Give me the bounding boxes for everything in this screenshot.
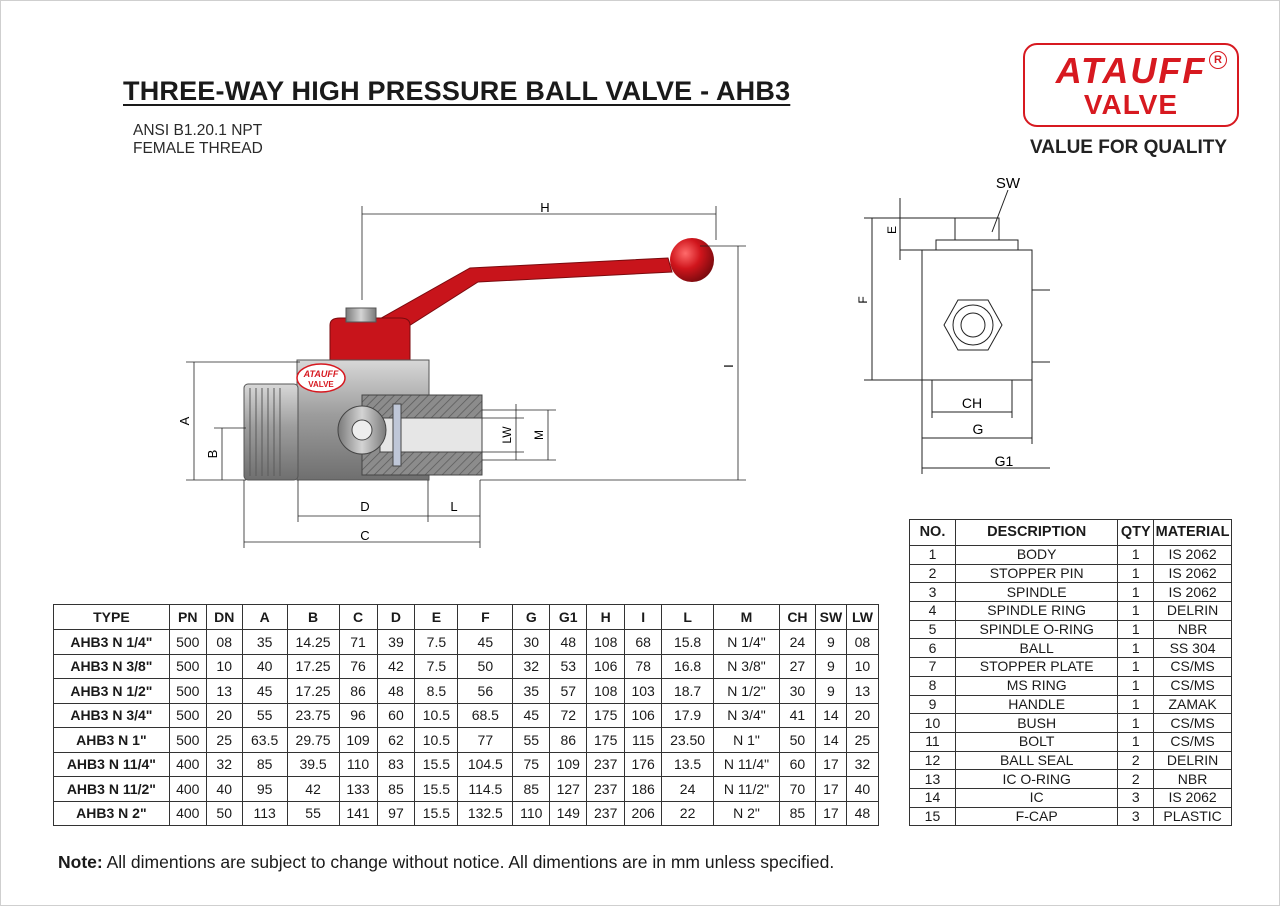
parts-cell: 7 <box>910 658 956 677</box>
spec-cell: 237 <box>587 801 625 826</box>
table-row <box>910 564 1232 583</box>
spec-cell: N 1" <box>714 728 780 753</box>
spec-cell: 50 <box>779 728 815 753</box>
spec-cell: 78 <box>625 654 662 679</box>
spec-cell: 104.5 <box>458 752 513 777</box>
spec-cell: 42 <box>377 654 415 679</box>
spec-cell: 57 <box>550 679 587 704</box>
table-row <box>910 807 1232 826</box>
spec-cell: 127 <box>550 777 587 802</box>
spec-cell: 62 <box>377 728 415 753</box>
parts-cell: 1 <box>1118 583 1154 602</box>
spec-cell: 500 <box>169 703 206 728</box>
parts-cell: ZAMAK <box>1154 695 1232 714</box>
spec-cell: 08 <box>206 630 242 655</box>
spec-cell: 53 <box>550 654 587 679</box>
spec-cell: 35 <box>242 630 287 655</box>
spec-cell: 7.5 <box>415 654 458 679</box>
spec-cell: 27 <box>779 654 815 679</box>
ball-seal <box>393 404 401 466</box>
spec-header-8: F <box>458 605 513 630</box>
parts-cell: HANDLE <box>955 695 1118 714</box>
spec-header-12: I <box>625 605 662 630</box>
spec-body <box>54 630 879 826</box>
table-row <box>54 728 879 753</box>
spec-cell: 32 <box>846 752 878 777</box>
parts-cell: NBR <box>1154 620 1232 639</box>
spec-cell: 22 <box>662 801 714 826</box>
spec-cell: 29.75 <box>287 728 339 753</box>
spec-cell: 10.5 <box>415 703 458 728</box>
dim-D: D <box>360 499 370 514</box>
spec-header-5: C <box>339 605 377 630</box>
spec-cell: 40 <box>242 654 287 679</box>
parts-cell: BALL <box>955 639 1118 658</box>
spec-cell: 15.5 <box>415 801 458 826</box>
spec-cell: 9 <box>815 630 846 655</box>
spec-header-14: M <box>714 605 780 630</box>
spec-cell: N 3/8" <box>714 654 780 679</box>
note-label: Note: <box>58 852 103 872</box>
table-row <box>910 751 1232 770</box>
dim-G: G <box>972 421 984 437</box>
spec-cell: 50 <box>458 654 513 679</box>
dim-CH: CH <box>961 395 983 411</box>
parts-cell: 2 <box>1118 751 1154 770</box>
parts-cell: 2 <box>1118 770 1154 789</box>
spec-cell: 68.5 <box>458 703 513 728</box>
spec-header-10: G1 <box>550 605 587 630</box>
spec-cell: 500 <box>169 679 206 704</box>
spec-header-4: B <box>287 605 339 630</box>
parts-cell: STOPPER PIN <box>955 564 1118 583</box>
spec-header-7: E <box>415 605 458 630</box>
spec-cell: 72 <box>550 703 587 728</box>
spec-cell: AHB3 N 1/4" <box>54 630 170 655</box>
spec-cell: 17.9 <box>662 703 714 728</box>
logo-line2: VALVE <box>1083 89 1179 120</box>
parts-header-0: NO. <box>910 520 956 546</box>
parts-cell: IC O-RING <box>955 770 1118 789</box>
spec-cell: 23.75 <box>287 703 339 728</box>
spec-cell: 56 <box>458 679 513 704</box>
spec-cell: 55 <box>242 703 287 728</box>
spec-cell: 133 <box>339 777 377 802</box>
spec-cell: 500 <box>169 728 206 753</box>
parts-cell: 1 <box>1118 602 1154 621</box>
table-row <box>910 695 1232 714</box>
parts-header-2: QTY <box>1118 520 1154 546</box>
spec-cell: 85 <box>513 777 550 802</box>
spec-cell: 50 <box>206 801 242 826</box>
parts-cell: 1 <box>1118 620 1154 639</box>
dim-E: E <box>885 225 899 235</box>
table-row <box>54 777 879 802</box>
spec-cell: 24 <box>662 777 714 802</box>
table-row <box>54 752 879 777</box>
spec-cell: 60 <box>377 703 415 728</box>
table-row <box>910 788 1232 807</box>
parts-header-row <box>910 520 1232 546</box>
parts-cell: BUSH <box>955 714 1118 733</box>
dim-B: B <box>205 449 220 459</box>
spec-cell: N 11/4" <box>714 752 780 777</box>
parts-cell: IS 2062 <box>1154 788 1232 807</box>
spec-cell: 115 <box>625 728 662 753</box>
dim-A: A <box>177 416 192 426</box>
spec-cell: 48 <box>846 801 878 826</box>
valve-side-drawing <box>850 170 1050 475</box>
spec-cell: 45 <box>513 703 550 728</box>
spec-cell: 103 <box>625 679 662 704</box>
spec-cell: 17.25 <box>287 654 339 679</box>
spec-cell: 175 <box>587 728 625 753</box>
spec-table <box>53 604 879 826</box>
spec-cell: 25 <box>846 728 878 753</box>
parts-cell: MS RING <box>955 676 1118 695</box>
spec-cell: 15.8 <box>662 630 714 655</box>
parts-cell: 13 <box>910 770 956 789</box>
spec-cell: 83 <box>377 752 415 777</box>
spec-cell: 149 <box>550 801 587 826</box>
spec-header-2: DN <box>206 605 242 630</box>
parts-cell: 4 <box>910 602 956 621</box>
spec-cell: 206 <box>625 801 662 826</box>
spec-cell: 45 <box>242 679 287 704</box>
spec-cell: 17 <box>815 752 846 777</box>
spindle-bolt <box>346 308 376 322</box>
parts-cell: 8 <box>910 676 956 695</box>
spec-cell: 109 <box>550 752 587 777</box>
table-row <box>54 654 879 679</box>
spec-cell: AHB3 N 1/2" <box>54 679 170 704</box>
parts-cell: CS/MS <box>1154 714 1232 733</box>
body-logo-text2: VALVE <box>308 380 334 389</box>
table-row <box>910 546 1232 565</box>
spec-cell: 10 <box>846 654 878 679</box>
spec-cell: 110 <box>513 801 550 826</box>
parts-cell: CS/MS <box>1154 676 1232 695</box>
table-row <box>910 602 1232 621</box>
table-row <box>910 639 1232 658</box>
parts-cell: 1 <box>1118 546 1154 565</box>
spec-cell: AHB3 N 3/4" <box>54 703 170 728</box>
spec-cell: AHB3 N 11/2" <box>54 777 170 802</box>
parts-cell: 3 <box>1118 807 1154 826</box>
spec-cell: 14.25 <box>287 630 339 655</box>
parts-cell: 1 <box>1118 658 1154 677</box>
parts-cell: IS 2062 <box>1154 564 1232 583</box>
subtitle-thread: FEMALE THREAD <box>133 140 263 157</box>
dim-C: C <box>360 528 370 543</box>
table-row <box>54 703 879 728</box>
spec-cell: 42 <box>287 777 339 802</box>
spec-cell: 17 <box>815 777 846 802</box>
spec-cell: AHB3 N 1" <box>54 728 170 753</box>
parts-cell: 1 <box>1118 676 1154 695</box>
table-row <box>54 630 879 655</box>
parts-cell: 1 <box>1118 695 1154 714</box>
spec-cell: 25 <box>206 728 242 753</box>
spec-cell: AHB3 N 2" <box>54 801 170 826</box>
brand-tagline: VALUE FOR QUALITY <box>1030 137 1228 158</box>
spec-cell: 108 <box>587 679 625 704</box>
spec-cell: 175 <box>587 703 625 728</box>
spec-cell: 7.5 <box>415 630 458 655</box>
spec-cell: 30 <box>513 630 550 655</box>
spec-cell: 20 <box>206 703 242 728</box>
dim-M: M <box>532 430 546 440</box>
parts-cell: IS 2062 <box>1154 546 1232 565</box>
parts-cell: F-CAP <box>955 807 1118 826</box>
spec-cell: 9 <box>815 679 846 704</box>
spec-cell: N 3/4" <box>714 703 780 728</box>
parts-cell: BALL SEAL <box>955 751 1118 770</box>
parts-header-3: MATERIAL <box>1154 520 1232 546</box>
spec-cell: 14 <box>815 703 846 728</box>
footnote <box>58 852 834 873</box>
spec-cell: 63.5 <box>242 728 287 753</box>
spec-cell: 17 <box>815 801 846 826</box>
spec-cell: 400 <box>169 777 206 802</box>
spec-cell: 15.5 <box>415 752 458 777</box>
spec-cell: 13 <box>206 679 242 704</box>
table-row <box>54 801 879 826</box>
parts-cell: 1 <box>1118 732 1154 751</box>
spec-cell: 24 <box>779 630 815 655</box>
parts-cell: SPINDLE O-RING <box>955 620 1118 639</box>
spec-cell: 75 <box>513 752 550 777</box>
spec-cell: 71 <box>339 630 377 655</box>
spec-header-1: PN <box>169 605 206 630</box>
spec-cell: 40 <box>206 777 242 802</box>
spec-cell: 32 <box>513 654 550 679</box>
spec-cell: 23.50 <box>662 728 714 753</box>
dim-G1: G1 <box>994 453 1014 469</box>
spec-cell: 132.5 <box>458 801 513 826</box>
spec-header-16: SW <box>815 605 846 630</box>
parts-cell: SPINDLE RING <box>955 602 1118 621</box>
parts-cell: 3 <box>910 583 956 602</box>
spec-cell: 95 <box>242 777 287 802</box>
spec-cell: 106 <box>625 703 662 728</box>
valve-front-drawing <box>170 195 760 555</box>
spec-cell: 186 <box>625 777 662 802</box>
spec-cell: 48 <box>550 630 587 655</box>
spec-cell: 70 <box>779 777 815 802</box>
parts-table <box>909 519 1232 826</box>
spec-cell: 8.5 <box>415 679 458 704</box>
table-row <box>910 583 1232 602</box>
spec-cell: 237 <box>587 777 625 802</box>
spec-cell: 20 <box>846 703 878 728</box>
dim-L: L <box>450 499 458 514</box>
spec-header-0: TYPE <box>54 605 170 630</box>
table-row <box>910 714 1232 733</box>
table-row <box>910 658 1232 677</box>
parts-cell: CS/MS <box>1154 658 1232 677</box>
dim-F: F <box>856 296 870 304</box>
spec-cell: 141 <box>339 801 377 826</box>
page-title: THREE-WAY HIGH PRESSURE BALL VALVE - AHB3 <box>123 76 791 106</box>
spec-cell: 97 <box>377 801 415 826</box>
spec-cell: 400 <box>169 801 206 826</box>
spec-cell: 96 <box>339 703 377 728</box>
spec-cell: 500 <box>169 630 206 655</box>
spec-header-17: LW <box>846 605 878 630</box>
spec-cell: 85 <box>377 777 415 802</box>
spec-cell: 77 <box>458 728 513 753</box>
spec-cell: 114.5 <box>458 777 513 802</box>
spec-cell: N 1/4" <box>714 630 780 655</box>
parts-cell: 1 <box>910 546 956 565</box>
parts-cell: 2 <box>910 564 956 583</box>
spec-cell: 35 <box>513 679 550 704</box>
spec-cell: 86 <box>339 679 377 704</box>
parts-cell: 5 <box>910 620 956 639</box>
spec-cell: 106 <box>587 654 625 679</box>
parts-cell: BOLT <box>955 732 1118 751</box>
subtitle-standard: ANSI B1.20.1 NPT <box>133 122 263 139</box>
spec-cell: 32 <box>206 752 242 777</box>
body-logo-text1: ATAUFF <box>303 369 339 379</box>
spec-cell: 400 <box>169 752 206 777</box>
parts-cell: NBR <box>1154 770 1232 789</box>
dim-LW: LW <box>500 426 514 444</box>
spec-cell: 86 <box>550 728 587 753</box>
parts-cell: 1 <box>1118 639 1154 658</box>
spec-cell: N 11/2" <box>714 777 780 802</box>
parts-cell: 9 <box>910 695 956 714</box>
spec-cell: 108 <box>587 630 625 655</box>
spec-cell: 85 <box>242 752 287 777</box>
parts-cell: 14 <box>910 788 956 807</box>
parts-cell: 10 <box>910 714 956 733</box>
parts-cell: 12 <box>910 751 956 770</box>
parts-cell: DELRIN <box>1154 751 1232 770</box>
ball-bore <box>352 420 372 440</box>
handle-hub <box>330 318 410 360</box>
dim-I: I <box>721 364 736 368</box>
table-row <box>910 620 1232 639</box>
parts-cell: 1 <box>1118 564 1154 583</box>
spec-cell: 40 <box>846 777 878 802</box>
parts-cell: STOPPER PLATE <box>955 658 1118 677</box>
spec-cell: 110 <box>339 752 377 777</box>
spec-cell: 68 <box>625 630 662 655</box>
table-row <box>910 770 1232 789</box>
parts-cell: 1 <box>1118 714 1154 733</box>
spec-cell: 13.5 <box>662 752 714 777</box>
spec-cell: 41 <box>779 703 815 728</box>
spec-header-15: CH <box>779 605 815 630</box>
spec-header-3: A <box>242 605 287 630</box>
left-end-connection <box>244 384 298 480</box>
parts-cell: BODY <box>955 546 1118 565</box>
parts-body <box>910 546 1232 826</box>
spec-cell: N 1/2" <box>714 679 780 704</box>
parts-cell: 11 <box>910 732 956 751</box>
parts-cell: IS 2062 <box>1154 583 1232 602</box>
parts-cell: PLASTIC <box>1154 807 1232 826</box>
spec-cell: 55 <box>287 801 339 826</box>
spec-cell: AHB3 N 11/4" <box>54 752 170 777</box>
spec-cell: N 2" <box>714 801 780 826</box>
dim-H: H <box>540 200 550 215</box>
spec-cell: 30 <box>779 679 815 704</box>
spec-cell: 55 <box>513 728 550 753</box>
parts-cell: 6 <box>910 639 956 658</box>
parts-cell: CS/MS <box>1154 732 1232 751</box>
parts-cell: 15 <box>910 807 956 826</box>
spec-header-row <box>54 605 879 630</box>
table-row <box>54 679 879 704</box>
logo-line1: ATAUFF <box>1055 50 1207 91</box>
spec-header-13: L <box>662 605 714 630</box>
parts-header-1: DESCRIPTION <box>955 520 1118 546</box>
parts-cell: SPINDLE <box>955 583 1118 602</box>
spec-cell: 113 <box>242 801 287 826</box>
spec-header-11: H <box>587 605 625 630</box>
spec-cell: 13 <box>846 679 878 704</box>
spec-cell: 39.5 <box>287 752 339 777</box>
spec-cell: 10.5 <box>415 728 458 753</box>
spec-cell: 08 <box>846 630 878 655</box>
parts-cell: SS 304 <box>1154 639 1232 658</box>
parts-cell: DELRIN <box>1154 602 1232 621</box>
spec-header-6: D <box>377 605 415 630</box>
spec-cell: 39 <box>377 630 415 655</box>
spec-cell: 9 <box>815 654 846 679</box>
spec-cell: 18.7 <box>662 679 714 704</box>
spec-cell: 45 <box>458 630 513 655</box>
spec-cell: AHB3 N 3/8" <box>54 654 170 679</box>
handle-knob <box>670 238 714 282</box>
brand-logo <box>1023 43 1239 127</box>
note-text: All dimentions are subject to change without notice. All dimentions are in mm unless specified. <box>102 852 835 872</box>
spec-cell: 176 <box>625 752 662 777</box>
spec-cell: 60 <box>779 752 815 777</box>
spec-cell: 15.5 <box>415 777 458 802</box>
parts-cell: 3 <box>1118 788 1154 807</box>
spec-cell: 48 <box>377 679 415 704</box>
dim-SW: SW <box>995 175 1021 192</box>
spec-cell: 14 <box>815 728 846 753</box>
spec-cell: 500 <box>169 654 206 679</box>
parts-cell: IC <box>955 788 1118 807</box>
table-row <box>910 676 1232 695</box>
spec-cell: 76 <box>339 654 377 679</box>
table-row <box>910 732 1232 751</box>
spec-cell: 10 <box>206 654 242 679</box>
spec-cell: 16.8 <box>662 654 714 679</box>
spec-header-9: G <box>513 605 550 630</box>
spec-cell: 237 <box>587 752 625 777</box>
spec-cell: 109 <box>339 728 377 753</box>
registered-mark: R <box>1209 51 1227 69</box>
spec-cell: 17.25 <box>287 679 339 704</box>
spec-cell: 85 <box>779 801 815 826</box>
